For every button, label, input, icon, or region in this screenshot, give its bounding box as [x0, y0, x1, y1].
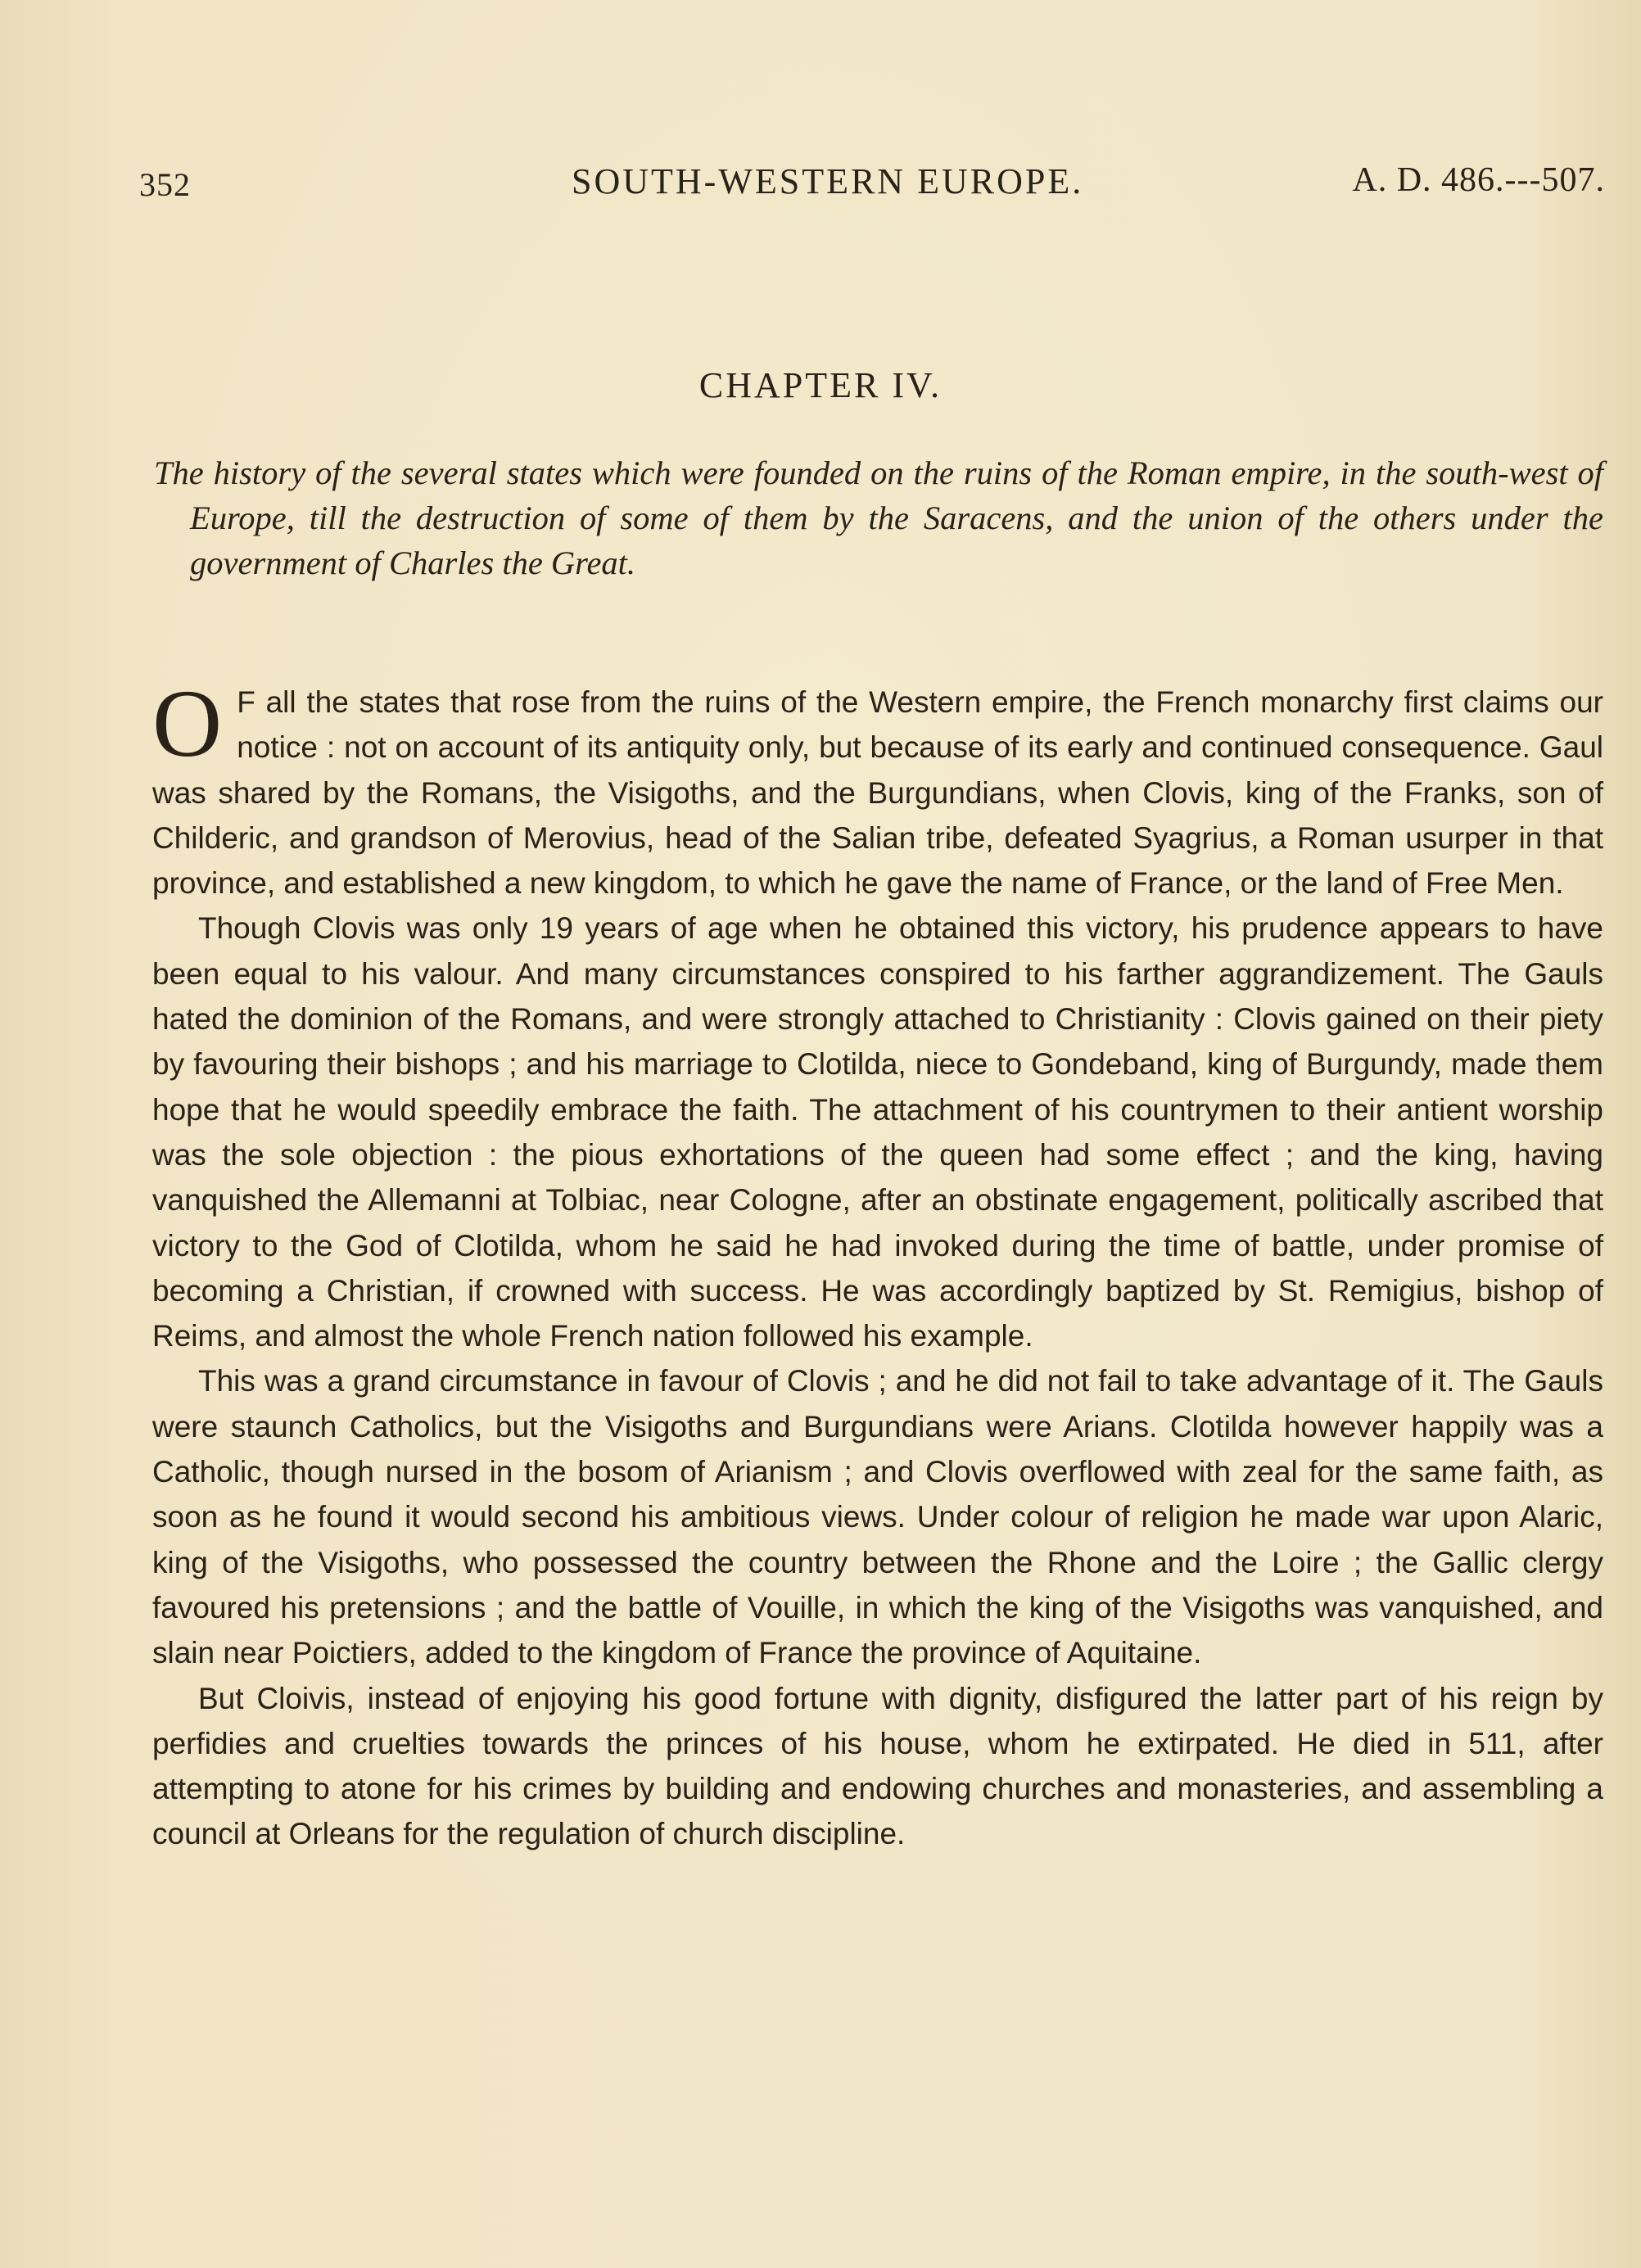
drop-cap: O — [152, 670, 223, 777]
chapter-title: CHAPTER IV. — [698, 365, 943, 405]
paragraph-1 — [152, 670, 1603, 906]
paragraph-4: But Cloivis, instead of enjoying his good fortune with dignity, disfigured the latter part of his reign by perfidies and cruelties towards the princes of his house, whom he extirpated. He died in 511, after attempting to atone for his crimes by building and endowing churches and monasteries, and assembling a council at Orleans for the regulation of church discipline. — [152, 1681, 1603, 1851]
page-number: 352 — [139, 166, 191, 203]
running-title: SOUTH-WESTERN EUROPE. — [572, 161, 1084, 201]
date-range: A. D. 486.---507. — [1352, 161, 1605, 199]
running-header — [139, 160, 1605, 210]
chapter-summary: The history of the several states which were founded on the ruins of the Roman empire, in the south-west of Europe, till the destruction of some of them by the Saracens, and the union of the others under the government of Charles the Great. — [154, 454, 1603, 581]
paragraph-2: Though Clovis was only 19 years of age when he obtained this victory, his prudence appears to have been equal to his valour. And many circumstances conspired to his farther aggrandizement. The Gauls hated the dominion of the Romans, and were strongly attached to Christianity : Clovis gained on their piety by favouring their bishops ; and his marriage to Clotilda, niece to Gondeband, king of Burgundy, made them hope that he would speedily embrace the faith. The attachment of his countrymen to their antient worship was the sole objection : the pious exhortations of the queen had some effect ; and the king, having vanquished the Allemanni at Tolbiac, near Cologne, after an obstinate engagement, politically ascribed that victory to the God of Clotilda, whom he said he had invoked during the time of battle, under promise of becoming a Christian, if crowned with success. He was accordingly baptized by St. Remigius, bishop of Reims, and almost the whole French nation followed his example. — [152, 911, 1603, 1353]
paragraph-3: This was a grand circumstance in favour of Clovis ; and he did not fail to take advantage of it. The Gauls were staunch Catholics, but the Visigoths and Burgundians were Arians. Clotilda however happily was a Catholic, though nursed in the bosom of Arianism ; and Clovis overflowed with zeal for the same faith, as soon as he found it would second his ambitious views. Under colour of religion he made war upon Alaric, king of the Visigoths, who possessed the country between the Rhone and the Loire ; the Gallic clergy favoured his pretensions ; and the battle of Vouille, in which the king of the Visigoths was vanquished, and slain near Poictiers, added to the kingdom of France the province of Aquitaine. — [152, 1364, 1603, 1670]
body-text — [152, 670, 1603, 1857]
paragraph-1-text: F all the states that rose from the ruins of the Western empire, the French monarchy first claims our notice : not on account of its antiquity only, but because of its early and continued consequence. Gaul was shared by the Romans, the Visigoths, and the Burgundians, when Clovis, king of the Franks, son of Childeric, and grandson of Merovius, head of the Salian tribe, defeated Syagrius, a Roman usurper in that province, and established a new kingdom, to which he gave the name of France, or the land of Free Men. — [152, 685, 1603, 901]
